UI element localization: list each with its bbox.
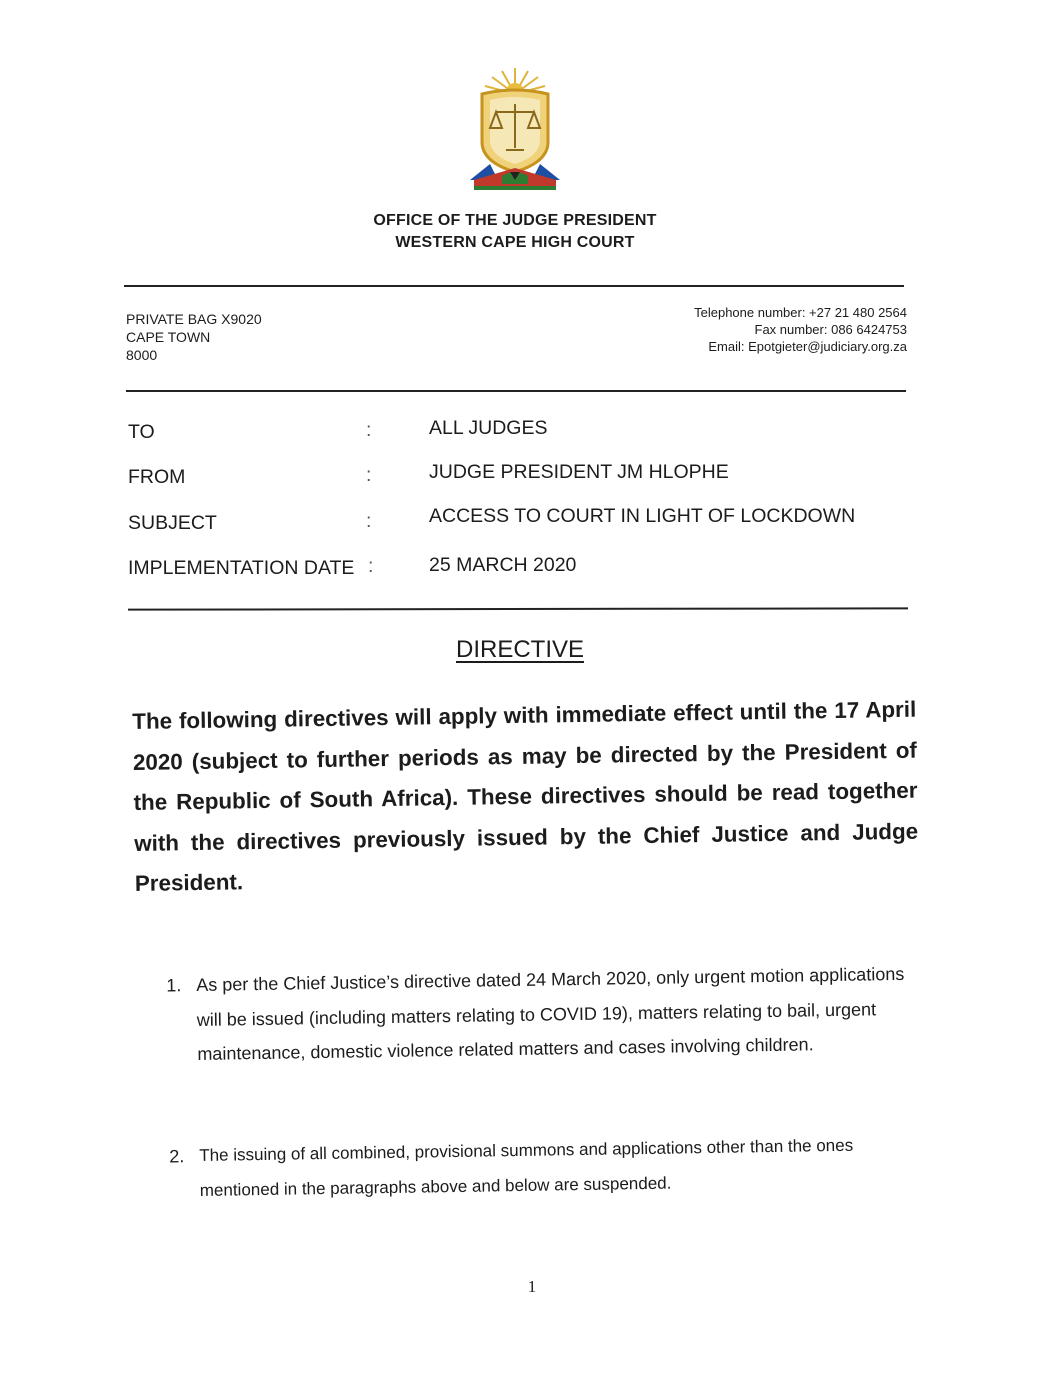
paragraph-number: 1. <box>166 975 182 996</box>
email-address: Email: Epotgieter@judiciary.org.za <box>708 339 907 354</box>
telephone-number: Telephone number: +27 21 480 2564 <box>694 305 907 320</box>
directive-title: DIRECTIVE <box>455 636 584 663</box>
memo-date-label: IMPLEMENTATION DATE <box>128 557 355 579</box>
court-crest-logo <box>462 64 568 194</box>
memo-date-value: 25 MARCH 2020 <box>429 554 577 576</box>
memo-from-colon: : <box>366 464 372 486</box>
address-line: 8000 <box>126 347 158 363</box>
directive-paragraph-2 <box>169 1128 900 1208</box>
directive-intro: The following directives will apply with immediate effect until the 17 April 2020 (subject to further periods as may be directed by the President of the Republic of South Africa). These directives should be read together with the directives previously issued by the Chief Justice and Judge President. <box>132 696 919 896</box>
memo-subject-label: SUBJECT <box>128 512 217 534</box>
memo-to-value: ALL JUDGES <box>429 417 548 439</box>
header-divider-top <box>124 285 904 287</box>
page-number: 1 <box>527 1277 537 1296</box>
memo-to-label: TO <box>128 421 155 443</box>
postal-address <box>126 310 262 364</box>
memo-to-colon: : <box>366 419 372 441</box>
paragraph-text: As per the Chief Justice’s directive dated 24 March 2020, only urgent motion applications will be issued (including matters relating to COVID 19), matters relating to bail, urgent maintenance, domestic violence related matters and cases involving children. <box>196 963 905 1064</box>
memo-from-value: JUDGE PRESIDENT JM HLOPHE <box>429 461 729 483</box>
paragraph-text: The issuing of all combined, provisional summons and applications other than the ones mentioned in the paragraphs above and below are suspended. <box>199 1135 854 1200</box>
memo-from-label: FROM <box>128 466 186 488</box>
court-title: WESTERN CAPE HIGH COURT <box>395 234 635 251</box>
directive-paragraph-1 <box>166 957 918 1072</box>
memo-subject-value: ACCESS TO COURT IN LIGHT OF LOCKDOWN <box>429 505 856 527</box>
address-line: CAPE TOWN <box>126 329 211 345</box>
contact-details <box>694 304 907 355</box>
fax-number: Fax number: 086 6424753 <box>754 322 907 337</box>
memo-date-colon: : <box>368 555 374 577</box>
paragraph-number: 2. <box>169 1146 185 1167</box>
office-title: OFFICE OF THE JUDGE PRESIDENT <box>373 212 657 229</box>
memo-subject-colon: : <box>366 510 372 532</box>
header-divider-bottom <box>126 390 906 392</box>
memo-divider <box>128 607 908 610</box>
address-line: PRIVATE BAG X9020 <box>126 311 262 327</box>
